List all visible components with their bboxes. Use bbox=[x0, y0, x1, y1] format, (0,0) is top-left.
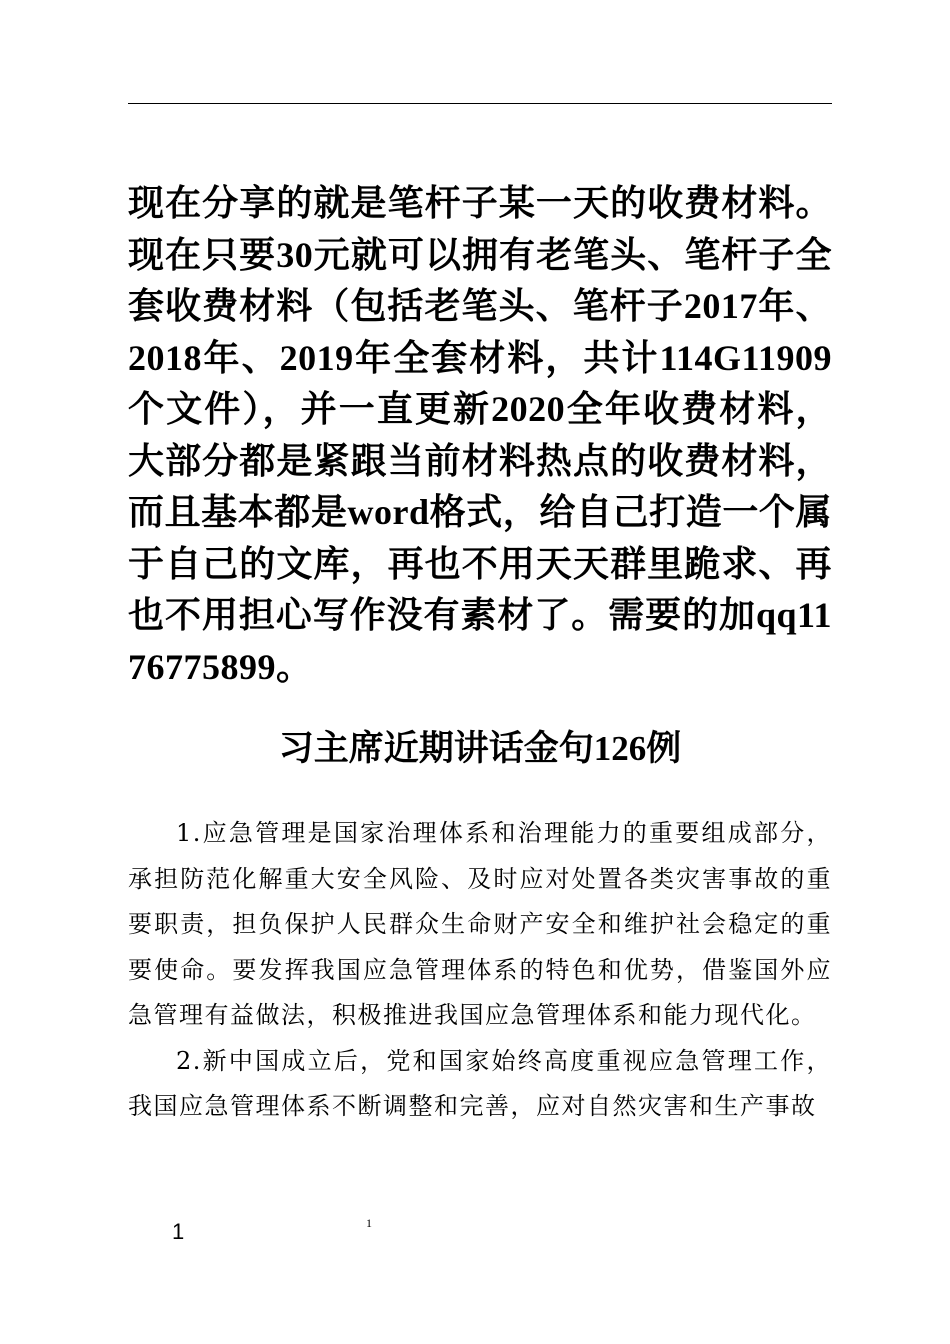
promo-paragraph: 现在分享的就是笔杆子某一天的收费材料。现在只要30元就可以拥有老笔头、笔杆子全套收费材料（包括老笔头、笔杆子2017年、2018年、2019年全套材料，共计114G11909个文件），并一直更新2020全年收费材料，大部分都是紧跟当前材料热点的收费材料，而且基本都是word格式，给自己打造一个属于自己的文库，再也不用天天群里跪求、再也不用担心写作没有素材了。需要的加qq1176775899。 bbox=[128, 183, 832, 687]
header-rule bbox=[128, 103, 832, 104]
document-title: 习主席近期讲话金句126例 bbox=[278, 729, 682, 768]
page-number-small: 1 bbox=[366, 1216, 372, 1230]
body-paragraph-1: 1.应急管理是国家治理体系和治理能力的重要组成部分，承担防范化解重大安全风险、及时应对处置各类灾害事故的重要职责，担负保护人民群众生命财产安全和维护社会稳定的重要使命。要发挥我国应急管理体系的特色和优势，借鉴国外应急管理有益做法，积极推进我国应急管理体系和能力现代化。 bbox=[128, 819, 832, 1029]
body-paragraph-2: 2.新中国成立后，党和国家始终高度重视应急管理工作，我国应急管理体系不断调整和完善，应对自然灾害和生产事故 bbox=[128, 1046, 832, 1120]
page-number: 1 bbox=[172, 1219, 185, 1244]
document-body bbox=[128, 811, 832, 1130]
